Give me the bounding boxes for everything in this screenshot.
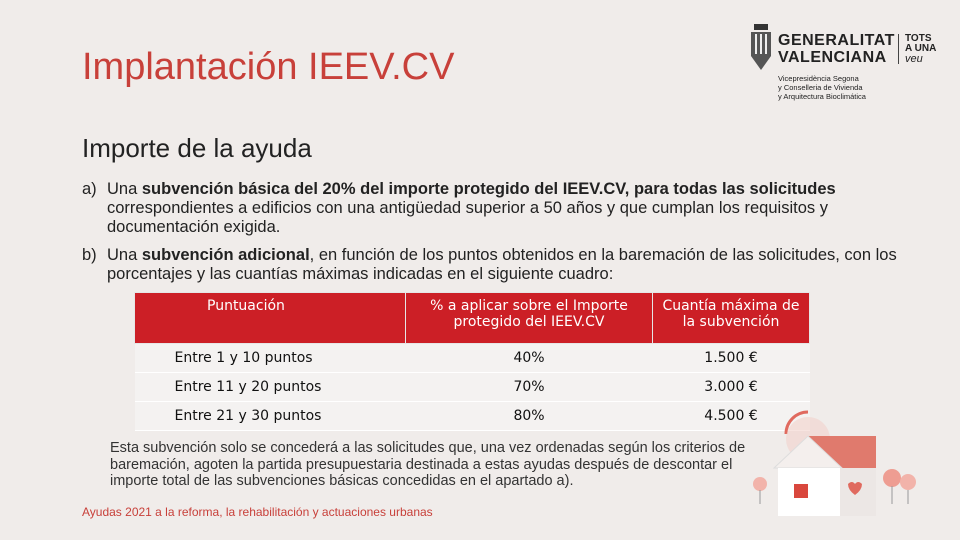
- cell-amount: 4.500 €: [653, 402, 810, 431]
- table-header-row: [135, 293, 810, 344]
- footer-text: Ayudas 2021 a la reforma, la rehabilitación y actuaciones urbanas: [82, 505, 433, 519]
- cell-amount: 3.000 €: [653, 373, 810, 402]
- coat-of-arms-icon: [748, 22, 774, 74]
- cell-points: Entre 1 y 10 puntos: [135, 344, 406, 373]
- header-cuantia: Cuantía máxima de la subvención: [653, 293, 810, 344]
- header-porcentaje: % a aplicar sobre el Importe protegido del IEEV.CV: [406, 293, 653, 344]
- item-a-text: Una subvención básica del 20% del importe protegido del IEEV.CV, para todas las solicitudes correspondientes a edificios con una antigüedad superior a 50 años y que cumplan los requisitos y documentación exigida.: [107, 180, 836, 236]
- item-b-bold: subvención adicional: [141, 246, 310, 264]
- logo-department: Vicepresidència Segona y Conselleria de Vivienda y Arquitectura Bioclimática: [778, 74, 866, 101]
- section-subtitle: Importe de la ayuda: [82, 133, 312, 163]
- cell-points: Entre 11 y 20 puntos: [135, 373, 406, 402]
- item-a-bold: subvención básica del 20% del importe protegido del IEEV.CV, para todas las solicitudes: [141, 180, 836, 198]
- cell-amount: 1.500 €: [653, 344, 810, 373]
- house-illustration-icon: [748, 404, 928, 524]
- item-b-label: b): [82, 246, 97, 264]
- cell-percent: 40%: [406, 344, 653, 373]
- cell-percent: 80%: [406, 402, 653, 431]
- cell-percent: 70%: [406, 373, 653, 402]
- logo-wordmark: GENERALITAT VALENCIANA: [778, 32, 895, 66]
- item-a-label: a): [82, 180, 97, 198]
- generalitat-logo: [748, 20, 948, 110]
- cell-points: Entre 21 y 30 puntos: [135, 402, 406, 431]
- header-puntuacion: Puntuación: [135, 293, 406, 344]
- item-b: [82, 246, 922, 284]
- item-b-text: Una subvención adicional, en función de los puntos obtenidos en la baremación de las solicitudes, con los porcentajes y las cuantías máximas indicadas en el siguiente cuadro:: [107, 246, 897, 283]
- logo-slogan: TOTS A UNA veu: [898, 34, 936, 64]
- subsidy-table: [134, 292, 810, 431]
- table-row: [135, 344, 810, 373]
- page-title: Implantación IEEV.CV: [82, 46, 455, 88]
- note-text: Esta subvención solo se concederá a las solicitudes que, una vez ordenadas según los criterios de baremación, agoten la partida presupuestaria destinada a estas ayudas después de descontar el importe total de las subvenciones básicas concedidas en el apartado a).: [110, 440, 746, 489]
- item-a: [82, 180, 922, 237]
- table-row: [135, 373, 810, 402]
- table-row: [135, 402, 810, 431]
